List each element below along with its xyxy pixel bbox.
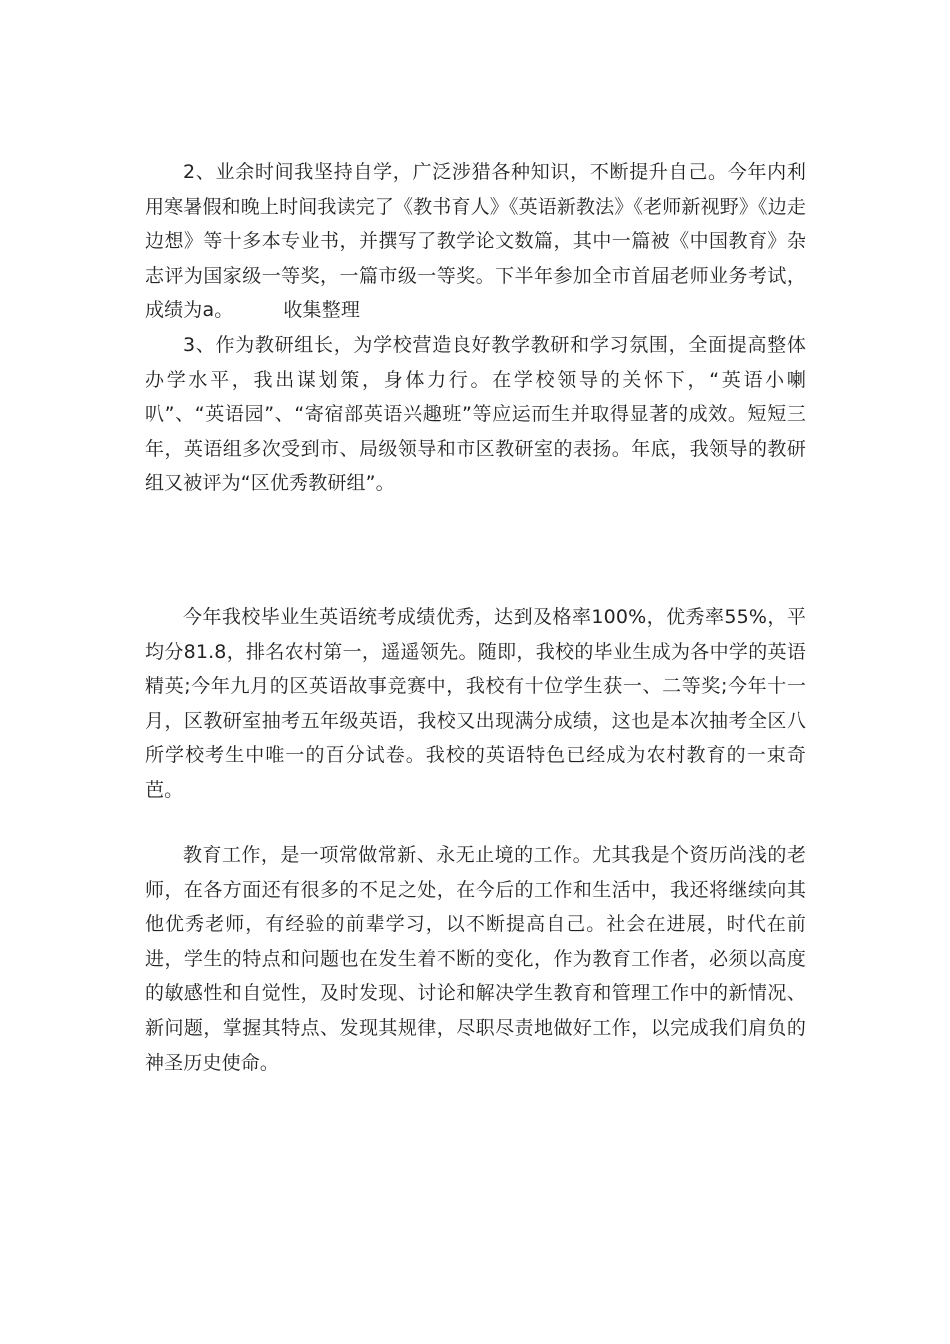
paragraph-research-group <box>145 328 806 501</box>
paragraph-self-study <box>145 155 806 328</box>
paragraph-conclusion-text: 教育工作，是一项常做常新、永无止境的工作。尤其我是个资历尚浅的老师，在各方面还有很多的不足之处，在今后的工作和生活中，我还将继续向其他优秀老师，有经验的前辈学习，以不断提高自己。社会在进展，时代在前进，学生的特点和问题也在发生着不断的变化，作为教育工作者，必须以高度的敏感性和自觉性，及时发现、讨论和解决学生教育和管理工作中的新情况、新问题，掌握其特点、发现其规律，尽职尽责地做好工作，以完成我们肩负的神圣历史使命。 <box>145 844 806 1074</box>
paragraph-research-group-text: 3、作为教研组长，为学校营造良好教学教研和学习氛围，全面提高整体办学水平，我出谋划策，身体力行。在学校领导的关怀下，“英语小喇叭”、“英语园”、“寄宿部英语兴趣班”等应运而生并取得显著的成效。短短三年，英语组多次受到市、局级领导和市区教研室的表扬。年底，我领导的教研组又被评为“区优秀教研组”。 <box>145 334 806 495</box>
paragraph-exam-results-text: 今年我校毕业生英语统考成绩优秀，达到及格率100%，优秀率55%，平均分81.8，排名农村第一，遥遥领先。随即，我校的毕业生成为各中学的英语精英;今年九月的区英语故事竞赛中，我校有十位学生获一、二等奖;今年十一月，区教研室抽考五年级英语，我校又出现满分成绩，这也是本次抽考全区八所学校考生中唯一的百分试卷。我校的英语特色已经成为农村教育的一束奇芭。 <box>145 606 806 801</box>
paragraph-exam-results <box>145 600 806 808</box>
paragraph-self-study-text: 2、业余时间我坚持自学，广泛涉猎各种知识，不断提升自己。今年内利用寒暑假和晚上时间我读完了《教书育人》《英语新教法》《老师新视野》《边走边想》等十多本专业书，并撰写了教学论文数篇，其中一篇被《中国教育》杂志评为国家级一等奖，一篇市级一等奖。下半年参加全市首届老师业务考试，成绩为a。 <box>145 161 806 322</box>
trailing-note: 收集整理 <box>283 299 361 322</box>
paragraph-conclusion <box>145 838 806 1080</box>
